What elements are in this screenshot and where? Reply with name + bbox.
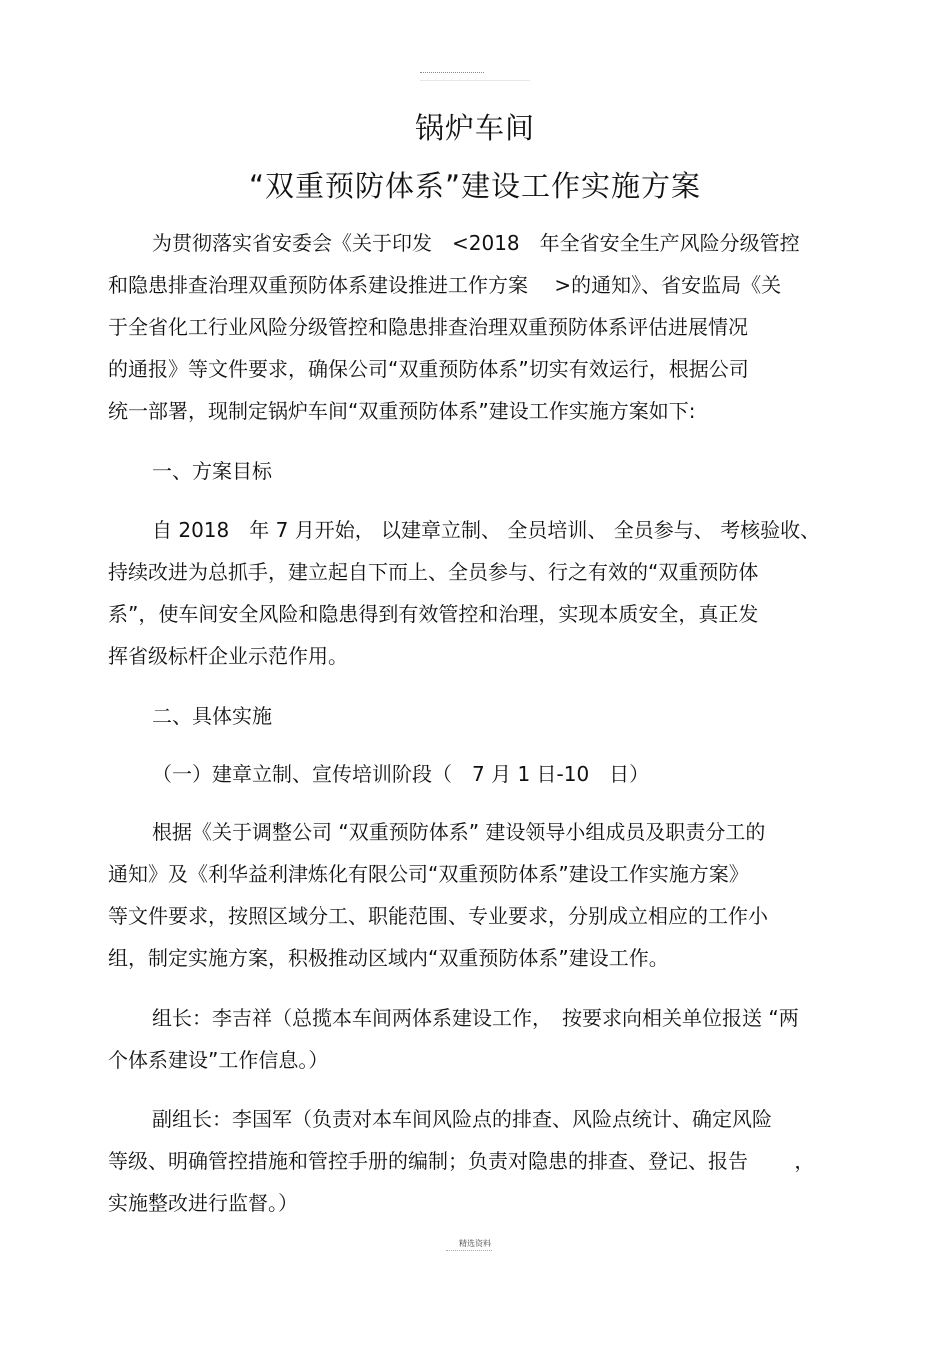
- paragraph-intro-line5: 统一部署，现制定锅炉车间“双重预防体系”建设工作实施方案如下:: [108, 399, 696, 423]
- paragraph-intro-line1: 为贯彻落实省安委会《关于印发 <2018 年全省安全生产风险分级管控: [152, 231, 800, 255]
- paragraph-deputy-line3: 实施整改进行监督。）: [108, 1191, 298, 1215]
- paragraph-stage1-line4: 组，制定实施方案，积极推动区域内“双重预防体系”建设工作。: [108, 946, 669, 970]
- paragraph-stage1-line1: 根据《关于调整公司 “双重预防体系” 建设领导小组成员及职责分工的: [152, 820, 766, 844]
- paragraph-stage1-line2: 通知》及《利华益利津炼化有限公司“双重预防体系”建设工作实施方案》: [108, 862, 749, 886]
- header-rule: [420, 80, 530, 81]
- header-dotted-rule: [420, 72, 484, 73]
- paragraph-goals-line3: 系”，使车间安全风险和隐患得到有效管控和治理，实现本质安全，真正发: [108, 602, 759, 626]
- paragraph-intro-line3: 于全省化工行业风险分级管控和隐患排查治理双重预防体系评估进展情况: [108, 315, 748, 339]
- page-footer: 精选资料: [459, 1239, 491, 1248]
- section-heading-goals: 一、方案目标: [152, 459, 272, 483]
- footer-dotted-rule: [446, 1250, 492, 1251]
- document-title-line2: “双重预防体系”建设工作实施方案: [248, 169, 702, 203]
- paragraph-intro-line4: 的通报》等文件要求，确保公司“双重预防体系”切实有效运行，根据公司: [108, 357, 749, 381]
- subsection-heading-stage1: （一）建章立制、宣传培训阶段（ 7 月 1 日-10 日）: [152, 762, 650, 786]
- paragraph-deputy-line2: 等级、明确管控措施和管控手册的编制；负责对隐患的排查、登记、报告 ，: [108, 1149, 815, 1173]
- paragraph-goals-line1: 自 2018 年 7 月开始， 以建章立制、 全员培训、 全员参与、 考核验收、: [152, 518, 821, 542]
- paragraph-leader-line1: 组长：李吉祥（总揽本车间两体系建设工作， 按要求向相关单位报送 “两: [152, 1006, 799, 1030]
- paragraph-goals-line4: 挥省级标杆企业示范作用。: [108, 644, 348, 668]
- section-heading-implementation: 二、具体实施: [152, 704, 272, 728]
- paragraph-leader-line2: 个体系建设”工作信息。）: [108, 1048, 329, 1072]
- paragraph-stage1-line3: 等文件要求，按照区域分工、职能范围、专业要求，分别成立相应的工作小: [108, 904, 768, 928]
- document-title-line1: 锅炉车间: [414, 111, 535, 145]
- paragraph-intro-line2: 和隐患排查治理双重预防体系建设推进工作方案 >的通知》、省安监局《关: [108, 273, 782, 297]
- paragraph-goals-line2: 持续改进为总抓手，建立起自下而上、全员参与、行之有效的“双重预防体: [108, 560, 759, 584]
- paragraph-deputy-line1: 副组长：李国军（负责对本车间风险点的排查、风险点统计、确定风险: [152, 1107, 772, 1131]
